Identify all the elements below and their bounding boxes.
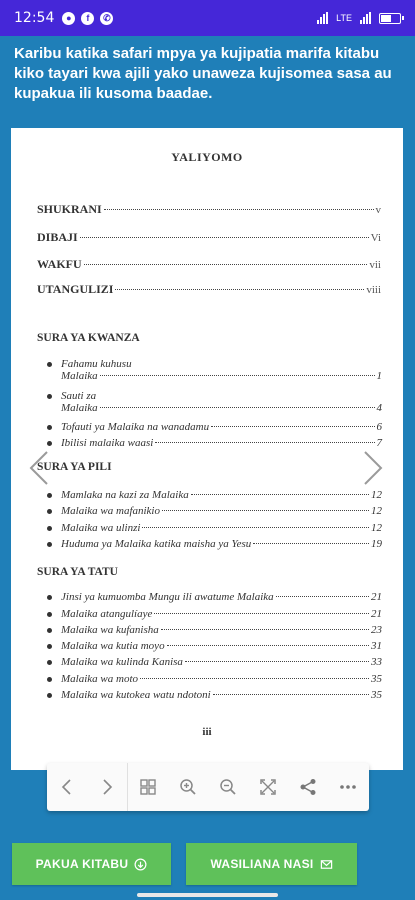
viewer-toolbar <box>47 763 369 811</box>
facebook-icon: f <box>81 12 94 25</box>
share-icon <box>298 777 318 797</box>
signal-icon-2 <box>360 12 371 24</box>
toc-item: Malaika wa kulinda Kanisa 33 <box>61 656 382 668</box>
toc-entry: DIBAJI Vi <box>37 230 381 244</box>
chevron-right-icon <box>361 448 385 488</box>
download-circle-icon <box>134 858 147 871</box>
page-number: iii <box>202 726 212 738</box>
section-title: SURA YA TATU <box>37 566 118 578</box>
toc-item: Sauti za Malaika 4 <box>61 390 382 414</box>
zoom-out-icon <box>218 777 238 797</box>
status-time: 12:54 <box>14 10 55 26</box>
grid-icon <box>138 777 158 797</box>
zoom-out-button[interactable] <box>208 763 248 811</box>
fit-screen-button[interactable] <box>248 763 288 811</box>
toc-item: Ibilisi malaika waasi 7 <box>61 437 382 449</box>
toc-item: Malaika wa kufanisha 23 <box>61 624 382 636</box>
download-book-label: PAKUA KITABU <box>35 857 129 871</box>
intro-text: Karibu katika safari mpya ya kujipatia marifa kitabu kiko tayari kwa ajili yako unaweza kujisomea sasa au kupakua ili kusoma baadae. <box>14 45 392 102</box>
share-button[interactable] <box>288 763 328 811</box>
toc-item: Mamlaka na kazi za Malaika 12 <box>61 489 382 501</box>
prev-page-button[interactable] <box>47 763 87 811</box>
download-book-button[interactable] <box>12 843 171 885</box>
zoom-in-icon <box>178 777 198 797</box>
more-icon <box>338 777 358 797</box>
toc-item: Malaika wa mafanikio 12 <box>61 505 382 517</box>
next-page-button[interactable] <box>87 763 127 811</box>
home-indicator[interactable] <box>137 893 278 897</box>
thumbnails-button[interactable] <box>128 763 168 811</box>
whatsapp-icon: ✆ <box>100 12 113 25</box>
section-title: SURA YA KWANZA <box>37 332 140 344</box>
zoom-in-button[interactable] <box>168 763 208 811</box>
more-button[interactable] <box>328 763 368 811</box>
status-bar <box>0 0 415 36</box>
network-label: LTE <box>336 13 352 23</box>
chevron-left-icon <box>57 777 77 797</box>
toc-entry: SHUKRANI v <box>37 202 381 216</box>
next-page-arrow[interactable] <box>361 448 385 488</box>
toc-item: Malaika wa moto 35 <box>61 673 382 685</box>
contact-us-button[interactable] <box>186 843 357 885</box>
prev-page-arrow[interactable] <box>27 448 51 488</box>
battery-icon <box>379 13 401 24</box>
toc-item: Malaika atangulíaye 21 <box>61 608 382 620</box>
chevron-left-icon <box>27 448 51 488</box>
mail-icon <box>320 858 333 871</box>
toc-item: Malaika wa ulinzi 12 <box>61 522 382 534</box>
toc-entry: WAKFU vii <box>37 257 381 271</box>
toc-item: Malaika wa kutokea watu ndotoni 35 <box>61 689 382 701</box>
contact-us-label: WASILIANA NASI <box>210 857 314 871</box>
signal-icon <box>317 12 328 24</box>
page-title: YALIYOMO <box>171 150 243 164</box>
chevron-right-icon <box>97 777 117 797</box>
toc-item: Malaika wa kutia moyo 31 <box>61 640 382 652</box>
toc-item: Huduma ya Malaika katika maisha ya Yesu 19 <box>61 538 382 550</box>
section-title: SURA YA PILI <box>37 461 112 473</box>
toc-item: Fahamu kuhusu Malaika 1 <box>61 358 382 382</box>
toc-entry: UTANGULIZI viii <box>37 282 381 296</box>
expand-icon <box>258 777 278 797</box>
notification-icon: ● <box>62 12 75 25</box>
toc-item: Jinsi ya kumuomba Mungu ili awatume Malaika 21 <box>61 591 382 603</box>
toc-item: Tofauti ya Malaika na wanadamu 6 <box>61 421 382 433</box>
book-page[interactable] <box>11 128 403 770</box>
